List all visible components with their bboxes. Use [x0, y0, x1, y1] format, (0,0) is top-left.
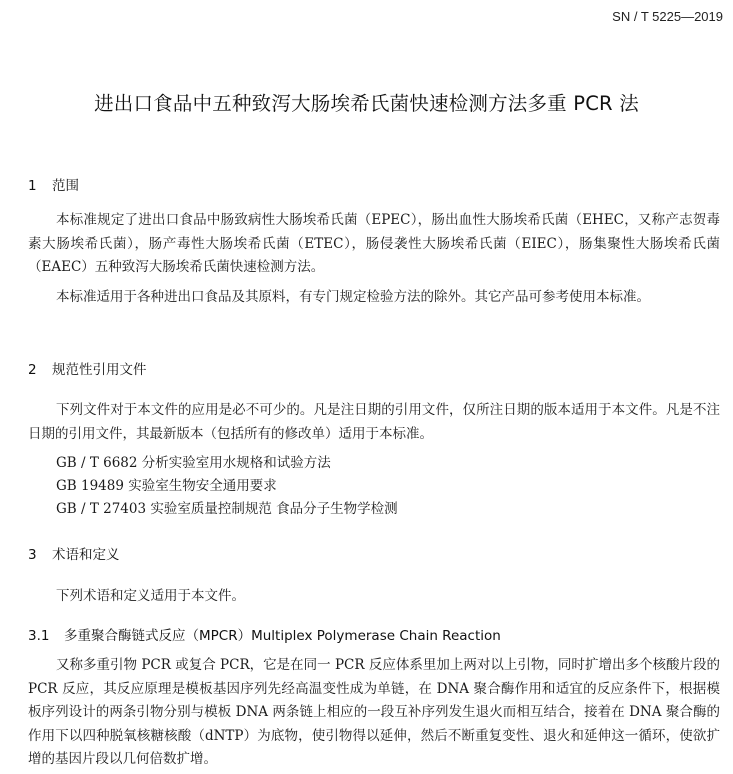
- section-title: 术语和定义: [52, 547, 120, 563]
- section-1-paragraph-2: 本标准适用于各种进出口食品及其原料，有专门规定检验方法的除外。其它产品可参考使用本标准。: [56, 289, 650, 305]
- section-3-paragraph-1: 下列术语和定义适用于本文件。: [56, 588, 245, 604]
- subsection-title: 多重聚合酶链式反应（MPCR）Multiplex Polymerase Chain Reaction: [64, 628, 501, 644]
- standard-code: SN / T 5225—2019: [612, 9, 723, 24]
- section-2-heading: [28, 358, 147, 378]
- document-title: 进出口食品中五种致泻大肠埃希氏菌快速检测方法多重 PCR 法: [94, 92, 639, 115]
- section-title: 范围: [52, 178, 79, 194]
- section-1-paragraph-1: 本标准规定了进出口食品中肠致病性大肠埃希氏菌（EPEC），肠出血性大肠埃希氏菌（EHEC，又称产志贺毒素大肠埃希氏菌），肠产毒性大肠埃希氏菌（ETEC），肠侵袭性大肠埃希氏菌（EIEC），肠集聚性大肠埃希氏菌（EAEC）五种致泻大肠埃希氏菌快速检测方法。: [28, 212, 720, 275]
- subsection-number: 3.1: [28, 628, 50, 644]
- subsection-3-1-paragraph: 又称多重引物 PCR 或复合 PCR，它是在同一 PCR 反应体系里加上两对以上引物，同时扩增出多个核酸片段的 PCR 反应，其反应原理是模板基因序列先经高温变性成为单链，在 DNA 聚合酶作用和适宜的反应条件下，根据模板序列设计的两条引物分别与模板 DNA 两条链上相应的一段互补序列发生退火而相互结合，接着在 DNA 聚合酶的作用下以四种脱氧核糖核酸（dNTP）为底物，使引物得以延伸，然后不断重复变性、退火和延伸这一循环，使欲扩增的基因片段以几何倍数扩增。: [28, 657, 720, 767]
- section-number: 3: [28, 547, 37, 563]
- reference-item: GB 19489 实验室生物安全通用要求: [56, 478, 277, 494]
- reference-item: GB / T 6682 分析实验室用水规格和试验方法: [56, 455, 331, 471]
- section-number: 1: [28, 178, 37, 194]
- section-3-heading: [28, 543, 120, 563]
- section-1-heading: [28, 174, 79, 194]
- reference-item: GB / T 27403 实验室质量控制规范 食品分子生物学检测: [56, 501, 398, 517]
- subsection-3-1-heading: [28, 624, 501, 644]
- section-number: 2: [28, 362, 37, 378]
- section-title: 规范性引用文件: [52, 362, 147, 378]
- section-2-paragraph-1: 下列文件对于本文件的应用是必不可少的。凡是注日期的引用文件，仅所注日期的版本适用于本文件。凡是不注日期的引用文件，其最新版本（包括所有的修改单）适用于本标准。: [28, 402, 720, 442]
